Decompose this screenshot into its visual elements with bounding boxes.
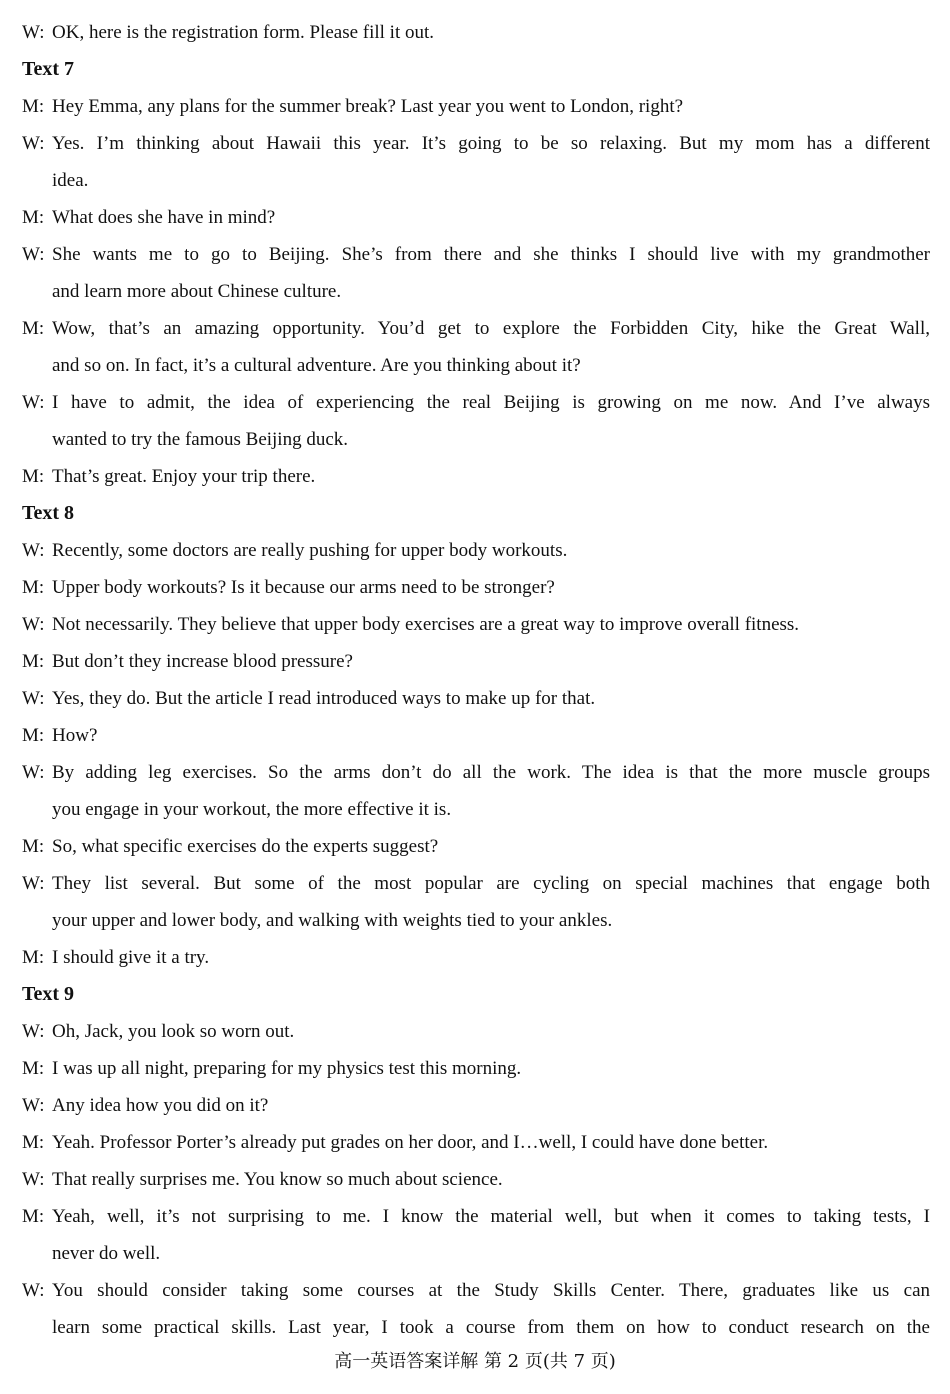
dialogue-line — [22, 717, 930, 754]
speaker-label: M: — [22, 577, 45, 598]
dialogue-line — [22, 606, 930, 643]
section-heading: Text 8 — [22, 502, 75, 524]
dialogue-line — [22, 1013, 930, 1050]
speaker-label: M: — [22, 96, 45, 117]
dialogue-text: Upper body workouts? Is it because our arms need to be stronger? — [52, 577, 555, 598]
dialogue-line — [22, 828, 930, 865]
dialogue-continuation: and so on. In fact, it’s a cultural adventure. Are you thinking about it? — [52, 355, 581, 376]
dialogue-text: Yes, they do. But the article I read introduced ways to make up for that. — [52, 688, 596, 709]
speaker-label: M: — [22, 947, 45, 968]
dialogue-line — [22, 680, 930, 717]
dialogue-continuation: your upper and lower body, and walking with weights tied to your ankles. — [52, 910, 613, 931]
dialogue-text: She wants me to go to Beijing. She’s from there and she thinks I should live with my grandmother — [52, 244, 930, 265]
speaker-label: W: — [22, 133, 45, 154]
speaker-label: W: — [22, 873, 45, 894]
dialogue-text: Any idea how you did on it? — [52, 1095, 269, 1116]
dialogue-text: I was up all night, preparing for my physics test this morning. — [52, 1058, 522, 1079]
speaker-label: M: — [22, 207, 45, 228]
speaker-label: M: — [22, 836, 45, 857]
dialogue-line — [22, 199, 930, 236]
dialogue-text: I should give it a try. — [52, 947, 210, 968]
transcript-content — [22, 14, 930, 1346]
speaker-label: W: — [22, 1169, 45, 1190]
dialogue-line — [22, 1050, 930, 1087]
dialogue-text: Hey Emma, any plans for the summer break? Last year you went to London, right? — [52, 96, 684, 117]
dialogue-line — [22, 88, 930, 125]
dialogue-text: Yeah, well, it’s not surprising to me. I know the material well, but when it comes to taking tests, I — [52, 1206, 930, 1227]
dialogue-continuation: you engage in your workout, the more effective it is. — [52, 799, 452, 820]
dialogue-continuation: idea. — [52, 170, 89, 191]
speaker-label: W: — [22, 22, 45, 43]
dialogue-text: But don’t they increase blood pressure? — [52, 651, 353, 672]
speaker-label: W: — [22, 1280, 45, 1301]
dialogue-line — [22, 125, 930, 162]
dialogue-line — [22, 754, 930, 791]
dialogue-line — [22, 569, 930, 606]
speaker-label: M: — [22, 725, 45, 746]
dialogue-text: Yes. I’m thinking about Hawaii this year. It’s going to be so relaxing. But my mom has a different — [52, 133, 930, 154]
dialogue-text: OK, here is the registration form. Please fill it out. — [52, 22, 435, 43]
dialogue-line — [22, 14, 930, 51]
page-footer: 高一英语答案详解 第 2 页(共 7 页) — [334, 1351, 616, 1372]
dialogue-line — [22, 939, 930, 976]
speaker-label: M: — [22, 318, 45, 339]
speaker-label: W: — [22, 1095, 45, 1116]
dialogue-text: By adding leg exercises. So the arms don’t do all the work. The idea is that the more muscle groups — [52, 762, 930, 783]
dialogue-line — [22, 1198, 930, 1235]
dialogue-text: You should consider taking some courses at the Study Skills Center. There, graduates like us can — [52, 1280, 930, 1301]
dialogue-text: How? — [52, 725, 98, 746]
speaker-label: M: — [22, 1206, 45, 1227]
dialogue-text: Recently, some doctors are really pushing for upper body workouts. — [52, 540, 568, 561]
speaker-label: W: — [22, 1021, 45, 1042]
dialogue-continuation: learn some practical skills. Last year, I took a course from them on how to conduct research on the — [52, 1317, 930, 1338]
dialogue-line — [22, 458, 930, 495]
dialogue-text: They list several. But some of the most popular are cycling on special machines that engage both — [52, 873, 930, 894]
dialogue-line — [22, 310, 930, 347]
speaker-label: W: — [22, 762, 45, 783]
dialogue-text: I have to admit, the idea of experiencing the real Beijing is growing on me now. And I’ve always — [52, 392, 930, 413]
speaker-label: W: — [22, 614, 45, 635]
section-heading: Text 7 — [22, 58, 75, 80]
dialogue-text: That’s great. Enjoy your trip there. — [52, 466, 316, 487]
dialogue-text: That really surprises me. You know so much about science. — [52, 1169, 503, 1190]
speaker-label: W: — [22, 688, 45, 709]
dialogue-line — [22, 1124, 930, 1161]
dialogue-line — [22, 1161, 930, 1198]
dialogue-text: Wow, that’s an amazing opportunity. You’d get to explore the Forbidden City, hike the Great Wall, — [52, 318, 930, 339]
dialogue-text: Not necessarily. They believe that upper body exercises are a great way to improve overall fitness. — [52, 614, 800, 635]
dialogue-line — [22, 1087, 930, 1124]
dialogue-continuation: never do well. — [52, 1243, 161, 1264]
speaker-label: W: — [22, 244, 45, 265]
dialogue-text: What does she have in mind? — [52, 207, 276, 228]
speaker-label: M: — [22, 1132, 45, 1153]
speaker-label: M: — [22, 1058, 45, 1079]
speaker-label: W: — [22, 392, 45, 413]
dialogue-continuation: and learn more about Chinese culture. — [52, 281, 342, 302]
dialogue-line — [22, 384, 930, 421]
speaker-label: M: — [22, 651, 45, 672]
dialogue-line — [22, 236, 930, 273]
dialogue-line — [22, 865, 930, 902]
section-heading: Text 9 — [22, 983, 75, 1005]
speaker-label: W: — [22, 540, 45, 561]
dialogue-continuation: wanted to try the famous Beijing duck. — [52, 429, 349, 450]
dialogue-line — [22, 1272, 930, 1309]
dialogue-line — [22, 532, 930, 569]
dialogue-text: So, what specific exercises do the experts suggest? — [52, 836, 439, 857]
dialogue-text: Yeah. Professor Porter’s already put grades on her door, and I…well, I could have done better. — [52, 1132, 769, 1153]
dialogue-text: Oh, Jack, you look so worn out. — [52, 1021, 295, 1042]
speaker-label: M: — [22, 466, 45, 487]
dialogue-line — [22, 643, 930, 680]
